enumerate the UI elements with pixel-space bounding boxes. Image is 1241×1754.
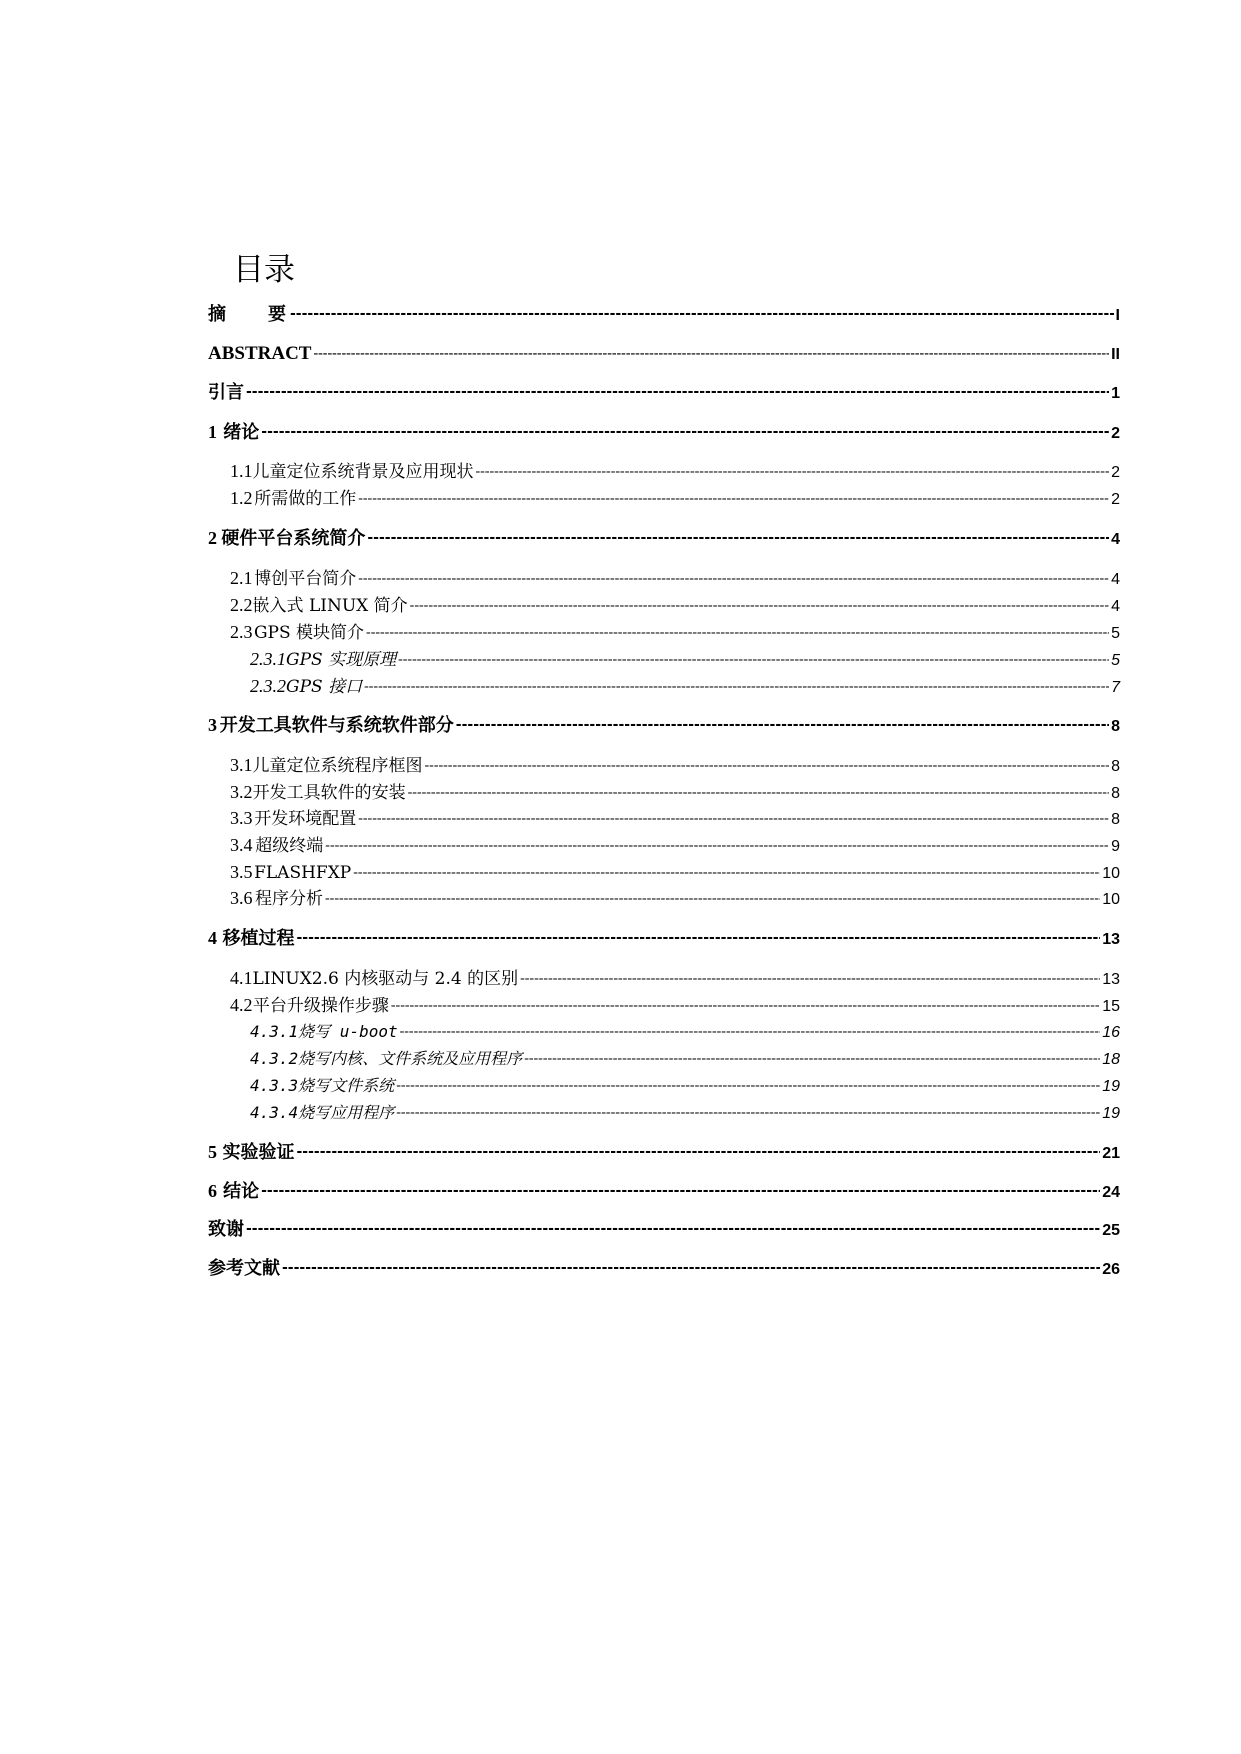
toc-leader (358, 807, 1109, 831)
toc-entry-number: 1.1 (230, 461, 253, 481)
toc-leader (246, 1217, 1100, 1241)
toc-entry[interactable] (208, 1218, 1120, 1244)
toc-entry-page: 26 (1102, 1261, 1120, 1278)
toc-entry[interactable] (250, 1020, 1120, 1046)
toc-entry-label: 开发工具软件的安装 (252, 783, 406, 803)
toc-entry[interactable] (230, 620, 1120, 646)
toc-leader (358, 567, 1109, 591)
toc-leader (261, 420, 1109, 444)
toc-entry-label: 超级终端 (255, 836, 324, 856)
toc-leader (325, 887, 1100, 911)
toc-entry[interactable] (208, 342, 1120, 368)
toc-entry-page: 15 (1102, 998, 1120, 1015)
toc-leader (391, 994, 1100, 1018)
toc-entry[interactable] (230, 966, 1120, 992)
toc-entry-page: 8 (1111, 811, 1120, 828)
toc-entry[interactable] (230, 993, 1120, 1019)
toc-entry-number: 1.2 (230, 488, 253, 508)
toc-entry-label: 嵌入式 LINUX 简介 (252, 596, 408, 616)
toc-entry-page: 10 (1102, 865, 1120, 882)
toc-entry-page: 25 (1102, 1222, 1120, 1239)
toc-entry[interactable] (208, 526, 1120, 552)
toc-entry-label: 致谢 (208, 1219, 244, 1240)
toc-leader (364, 675, 1109, 699)
toc-entry[interactable] (208, 1179, 1120, 1205)
toc-leader (456, 713, 1109, 737)
toc-entry-label: 摘 要 (208, 304, 288, 325)
toc-entry-page: I (1115, 307, 1120, 324)
toc-leader (290, 302, 1114, 326)
toc-entry-number: 3.2 (230, 782, 253, 802)
toc-entry[interactable] (208, 303, 1120, 329)
toc-leader (296, 1140, 1100, 1164)
toc-entry-page: 19 (1102, 1105, 1120, 1122)
toc-entry-page: 21 (1102, 1145, 1120, 1162)
toc-leader (353, 861, 1100, 885)
toc-entry[interactable] (250, 647, 1120, 673)
toc-entry-label: FLASHFXP (254, 863, 352, 883)
toc-entry[interactable] (230, 833, 1120, 859)
toc-entry-label: 硬件平台系统简介 (221, 528, 366, 549)
toc-leader (325, 834, 1109, 858)
toc-entry-page: 2 (1111, 425, 1120, 442)
toc-entry-page: 13 (1102, 971, 1120, 988)
toc-entry-label: 所需做的工作 (254, 489, 357, 509)
toc-leader (476, 460, 1110, 484)
toc-entry-number: 3 (208, 715, 217, 735)
toc-entry-label: 平台升级操作步骤 (252, 996, 389, 1016)
toc-entry-number: 4.3.1 (250, 1022, 299, 1041)
toc-leader (358, 487, 1109, 511)
toc-entry[interactable] (230, 753, 1120, 779)
toc-entry-page: 9 (1111, 838, 1120, 855)
toc-leader (366, 621, 1109, 645)
toc-leader (296, 926, 1100, 950)
toc-entry-page: 4 (1111, 531, 1120, 548)
toc-entry-number: 2.3 (230, 622, 253, 642)
toc-entry-page: 18 (1102, 1051, 1120, 1068)
toc-entry-label: 儿童定位系统背景及应用现状 (252, 462, 474, 482)
toc-entry[interactable] (230, 459, 1120, 485)
toc-entry-label: GPS 接口 (286, 677, 363, 697)
toc-entry-label: 烧写内核、文件系统及应用程序 (298, 1049, 523, 1068)
toc-leader (520, 967, 1100, 991)
toc-entry-label: ABSTRACT (208, 343, 312, 364)
toc-entry-label: 儿童定位系统程序框图 (252, 756, 423, 776)
toc-entry-label: 参考文献 (208, 1258, 280, 1279)
toc-entry-page: 24 (1102, 1184, 1120, 1201)
toc-entry-number: 4.3.4 (250, 1103, 299, 1122)
toc-entry-label: 结论 (223, 1181, 260, 1202)
toc-leader (246, 380, 1109, 404)
toc-leader (524, 1047, 1100, 1071)
toc-entry[interactable] (208, 1257, 1120, 1283)
toc-entry-number: 4.3.2 (250, 1049, 299, 1068)
toc-entry-page: 8 (1111, 718, 1120, 735)
toc-entry-number: 2.2 (230, 595, 253, 615)
toc-entry-page: II (1111, 346, 1120, 363)
toc-leader (410, 594, 1109, 618)
toc-entry-label: 移植过程 (222, 928, 295, 949)
toc-entry-page: 16 (1102, 1024, 1120, 1041)
toc-entry-label: 博创平台简介 (254, 569, 357, 589)
toc-entry-number: 3.5 (230, 862, 253, 882)
toc-entry-label: 实验验证 (222, 1142, 295, 1163)
toc-entry[interactable] (230, 486, 1120, 512)
toc-entry[interactable] (230, 860, 1120, 886)
toc-entry-label: 烧写文件系统 (298, 1076, 395, 1095)
toc-entry[interactable] (230, 780, 1120, 806)
toc-entry-page: 10 (1102, 891, 1120, 908)
toc-entry-number: 4 (208, 928, 217, 948)
toc-entry-page: 2 (1111, 464, 1120, 481)
toc-entry-number: 2.1 (230, 568, 253, 588)
toc-entry-label: LINUX2.6 内核驱动与 2.4 的区别 (252, 969, 519, 989)
toc-leader (396, 1074, 1100, 1098)
toc-entry[interactable] (230, 886, 1120, 912)
toc-entry[interactable] (208, 420, 1120, 446)
toc-entry[interactable] (230, 806, 1120, 832)
toc-entry-number: 2 (208, 528, 217, 548)
toc-leader (396, 1101, 1100, 1125)
toc-entry-page: 1 (1111, 385, 1120, 402)
toc-entry-number: 6 (208, 1181, 217, 1201)
toc-entry-page: 5 (1111, 652, 1120, 669)
toc-entry-label: 烧写应用程序 (298, 1103, 395, 1122)
toc-entry-label: 烧写 u-boot (298, 1022, 398, 1041)
toc-entry-number: 3.6 (230, 888, 253, 908)
toc-entry-number: 5 (208, 1142, 217, 1162)
toc-entry[interactable] (230, 593, 1120, 619)
toc-entry[interactable] (250, 674, 1120, 700)
toc-entry-number: 1 (208, 422, 217, 442)
toc-entry-number: 3.3 (230, 808, 253, 828)
toc-entry-page: 19 (1102, 1078, 1120, 1095)
toc-entry[interactable] (208, 381, 1120, 407)
toc-leader (408, 781, 1109, 805)
toc-entry[interactable] (250, 1047, 1120, 1073)
toc-entry-number: 3.1 (230, 755, 253, 775)
toc-entry-page: 2 (1111, 491, 1120, 508)
toc-title: 目录 (233, 252, 295, 288)
toc-entry-number: 2.3.1 (250, 649, 286, 669)
toc-entry-page: 5 (1111, 625, 1120, 642)
toc-entry[interactable] (208, 926, 1120, 952)
toc-entry[interactable] (208, 713, 1120, 739)
toc-entry-number: 4.1 (230, 968, 253, 988)
toc-entry-page: 8 (1111, 758, 1120, 775)
toc-leader (398, 648, 1109, 672)
toc-entry-number: 4.2 (230, 995, 253, 1015)
toc-leader (400, 1020, 1101, 1044)
toc-entry-number: 2.3.2 (250, 676, 286, 696)
toc-entry-label: GPS 实现原理 (286, 650, 397, 670)
toc-entry-page: 7 (1111, 679, 1120, 696)
toc-entry-page: 8 (1111, 785, 1120, 802)
toc-entry-label: 开发工具软件与系统软件部分 (219, 715, 454, 736)
toc-entry[interactable] (208, 1140, 1120, 1166)
toc-entry-label: 绪论 (223, 422, 260, 443)
toc-entry-label: 开发环境配置 (254, 809, 357, 829)
toc-entry-number: 4.3.3 (250, 1076, 299, 1095)
toc-leader (367, 526, 1109, 550)
toc-leader (261, 1179, 1100, 1203)
toc-entry-page: 13 (1102, 931, 1120, 948)
toc-entry[interactable] (230, 566, 1120, 592)
toc-entry-label: GPS 模块简介 (253, 623, 365, 643)
toc-entry-page: 4 (1111, 598, 1120, 615)
toc-leader (313, 342, 1109, 366)
toc-entry-label: 引言 (208, 382, 244, 403)
toc-entry-page: 4 (1111, 571, 1120, 588)
toc-entry[interactable] (250, 1101, 1120, 1127)
toc-leader (425, 754, 1110, 778)
toc-entry-label: 程序分析 (255, 889, 323, 909)
toc-entry[interactable] (250, 1074, 1120, 1100)
toc-leader (282, 1256, 1100, 1280)
toc-entry-number: 3.4 (230, 835, 253, 855)
